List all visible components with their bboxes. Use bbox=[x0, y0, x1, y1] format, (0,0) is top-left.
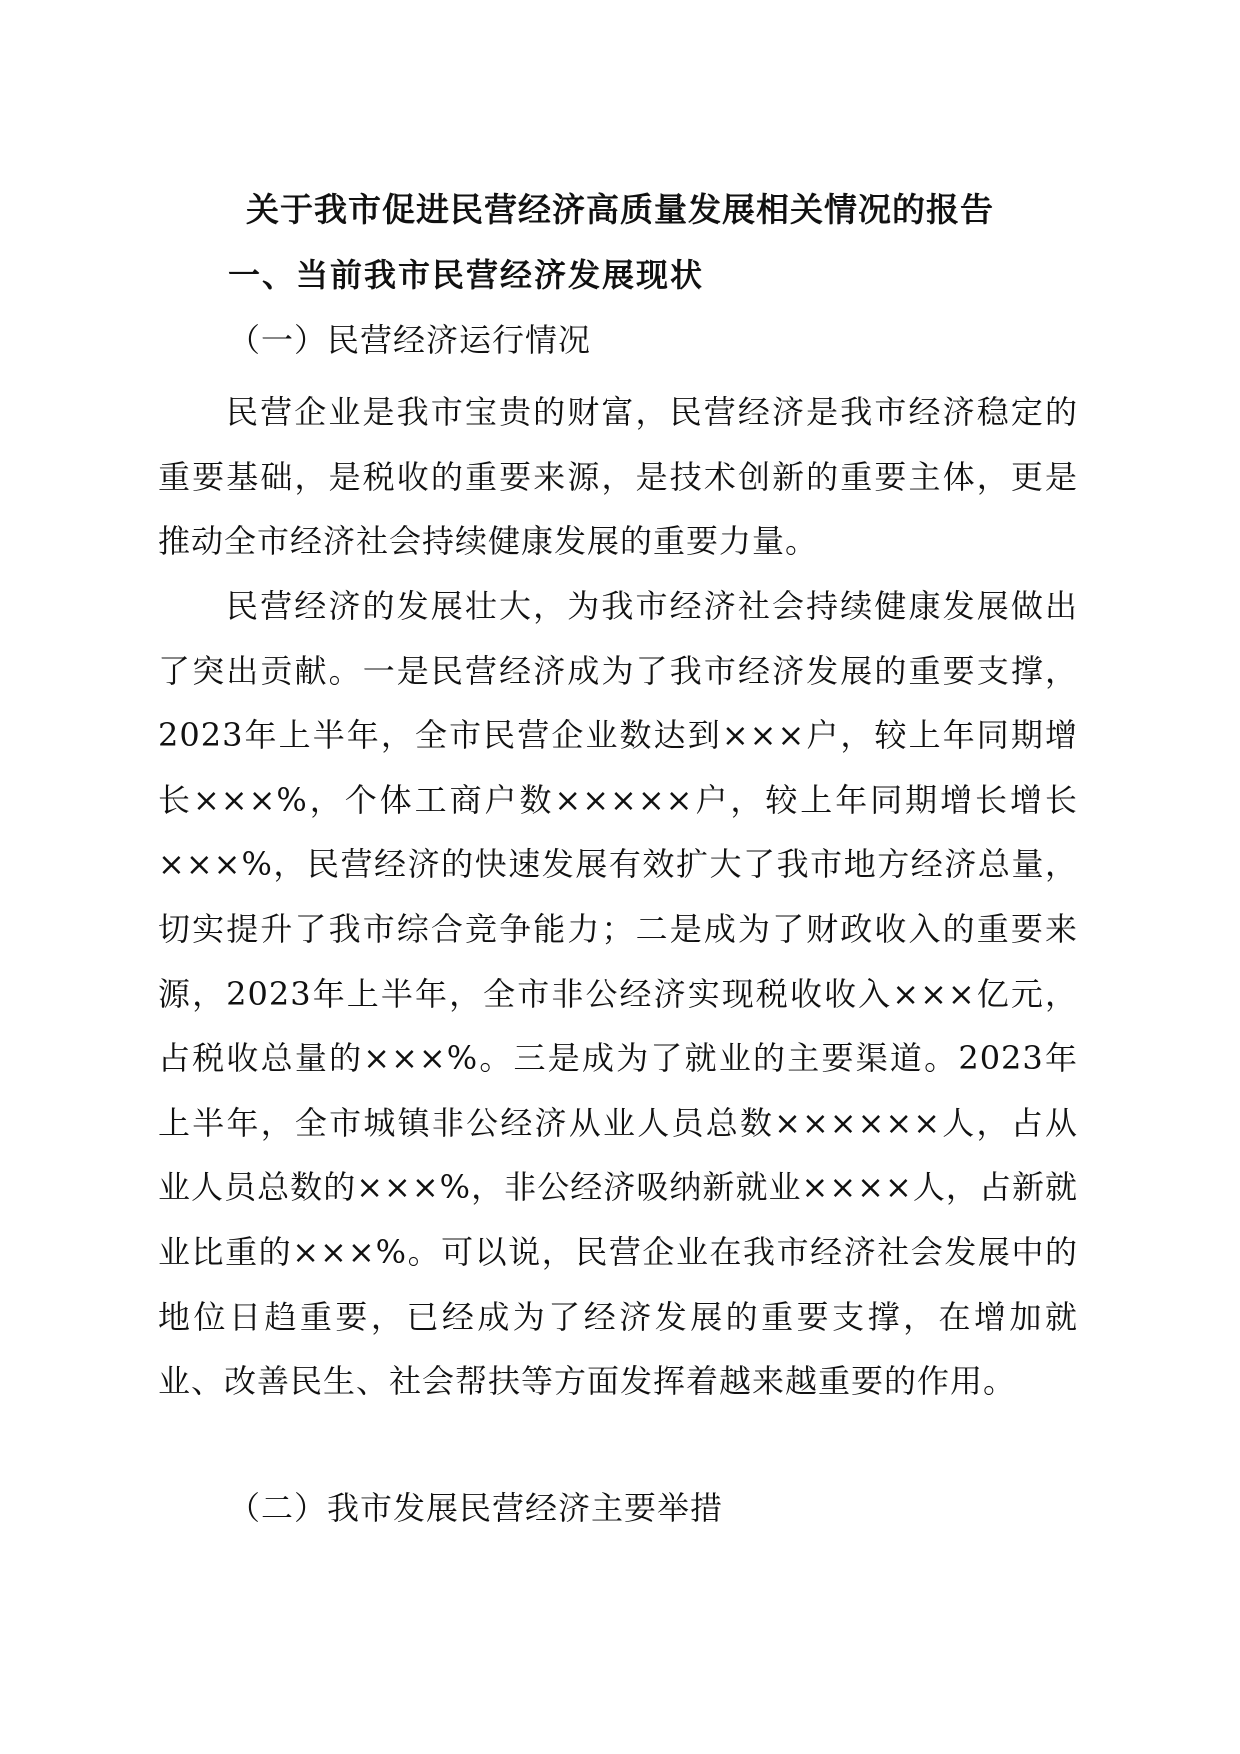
paragraph-1: 民营企业是我市宝贵的财富，民营经济是我市经济稳定的重要基础，是税收的重要来源，是技术创新的重要主体，更是推动全市经济社会持续健康发展的重要力量。 bbox=[158, 393, 1078, 561]
section-heading-1: 一、当前我市民营经济发展现状 bbox=[228, 256, 705, 294]
document-title: 关于我市促进民营经济高质量发展相关情况的报告 bbox=[246, 190, 994, 229]
subsection-heading-2: （二）我市发展民营经济主要举措 bbox=[228, 1489, 724, 1527]
paragraph-2: 民营经济的发展壮大，为我市经济社会持续健康发展做出了突出贡献。一是民营经济成为了我市经济发展的重要支撑，2023年上半年，全市民营企业数达到×××户，较上年同期增长×××%，个体工商户数×××××户，较上年同期增长增长×××%，民营经济的快速发展有效扩大了我市地方经济总量，切实提升了我市综合竞争能力；二是成为了财政收入的重要来源，2023年上半年，全市非公经济实现税收收入×××亿元，占税收总量的×××%。三是成为了就业的主要渠道。2023年上半年，全市城镇非公经济从业人员总数××××××人，占从业人员总数的×××%，非公经济吸纳新就业××××人，占新就业比重的×××%。可以说，民营企业在我市经济社会发展中的地位日趋重要，已经成为了经济发展的重要支撑，在增加就业、改善民生、社会帮扶等方面发挥着越来越重要的作用。 bbox=[158, 587, 1078, 1401]
subsection-heading-1: （一）民营经济运行情况 bbox=[228, 321, 592, 359]
